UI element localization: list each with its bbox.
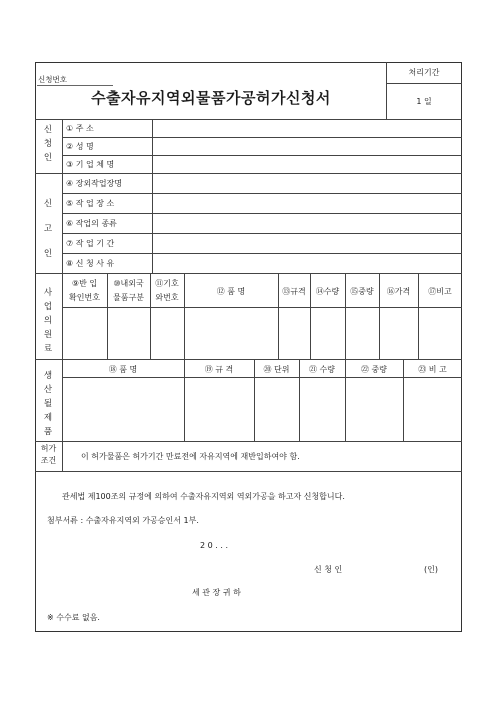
product-weight-header: ㉒ 중량 [361,365,387,374]
work-period-label: ⑦ 작 업 기 간 [66,239,115,248]
product-quantity-header: ㉑ 수량 [309,365,335,374]
field-line [62,137,462,138]
weight-header: ⑮중량 [350,287,374,296]
group-divider [62,441,63,471]
row-line [35,173,462,174]
remarks-header: ⑰비고 [428,287,452,296]
col-divider [278,273,279,359]
price-header: ⑯가격 [386,287,411,296]
application-number-label: 신청번호 [38,75,67,84]
proc-divider [386,83,462,84]
date-line: 2 0 . . . [200,541,228,550]
applicant-group-label: 신 청 인 [43,125,53,163]
seal-mark: (인) [424,565,438,574]
row-line [35,119,462,120]
attachments: 첨부서류 : 수출자유지역외 가공승인서 1부. [47,516,199,525]
domestic-foreign-header: ⑩내외국 물품구분 [113,279,144,302]
product-spec-header: ⑲ 규 격 [204,365,234,374]
field-divider [152,119,153,273]
work-location-label: ⑤ 작 업 장 소 [66,199,115,208]
work-type-label: ⑥ 작업의 종류 [66,219,117,228]
recipient-customs-chief: 세 관 장 귀 하 [192,588,241,597]
materials-group-label: 사 업 의 원 료 [43,288,53,354]
application-reason-label: ⑧ 신 청 사 유 [66,259,115,268]
code-number-header: ⑪기호 와번호 [155,279,179,302]
row-line [35,471,462,472]
name-label: ② 성 명 [66,142,94,151]
quantity-header: ⑭수량 [315,287,340,296]
col-divider [345,273,346,359]
product-name-header: ⑱ 품 명 [108,365,138,374]
field-line [62,233,462,234]
form-frame [35,62,462,632]
form-title: 수출자유지역외물품가공허가신청서 [91,89,331,107]
field-line [62,155,462,156]
field-line [62,213,462,214]
item-name-header: ⑫ 품 명 [216,287,246,296]
row-line [35,441,462,442]
outside-workplace-label: ④ 장외작업장명 [66,179,123,188]
field-line [62,193,462,194]
field-line [62,253,462,254]
header-row-line [62,377,462,378]
entry-confirm-no-header: ⑨반 입 확인번호 [69,279,100,302]
processing-period-value: 1 일 [416,97,432,106]
spec-header: ⑬규격 [282,287,306,296]
group-divider [62,119,63,273]
row-line [35,273,462,274]
permit-conditions-label: 허가 조건 [40,444,57,465]
col-divider [184,273,185,359]
col-divider [310,273,311,359]
fee-note: ※ 수수료 없음. [47,613,100,622]
col-divider [418,273,419,359]
row-line [35,359,462,360]
product-remarks-header: ㉓ 비 고 [418,365,447,374]
col-divider [379,273,380,359]
application-number-underline [37,85,113,86]
product-unit-header: ⑳ 단위 [263,365,290,374]
processing-period-label: 처리기간 [408,68,440,77]
products-group-label: 생 산 될 제 품 [43,371,53,437]
address-label: ① 주 소 [66,124,94,133]
header-row-line [62,307,462,308]
applicant-signature-label: 신 청 인 [314,565,343,574]
permit-conditions-text: 이 허가물품은 허가기간 만료전에 자유지역에 재반입하여야 함. [81,452,300,461]
declaration-group-label: 신 고 인 [43,199,53,259]
application-statement: 관세법 제100조의 규정에 의하여 수출자유지역외 역외가공을 하고자 신청합니다. [62,492,345,501]
company-label: ③ 기 업 체 명 [66,160,115,169]
